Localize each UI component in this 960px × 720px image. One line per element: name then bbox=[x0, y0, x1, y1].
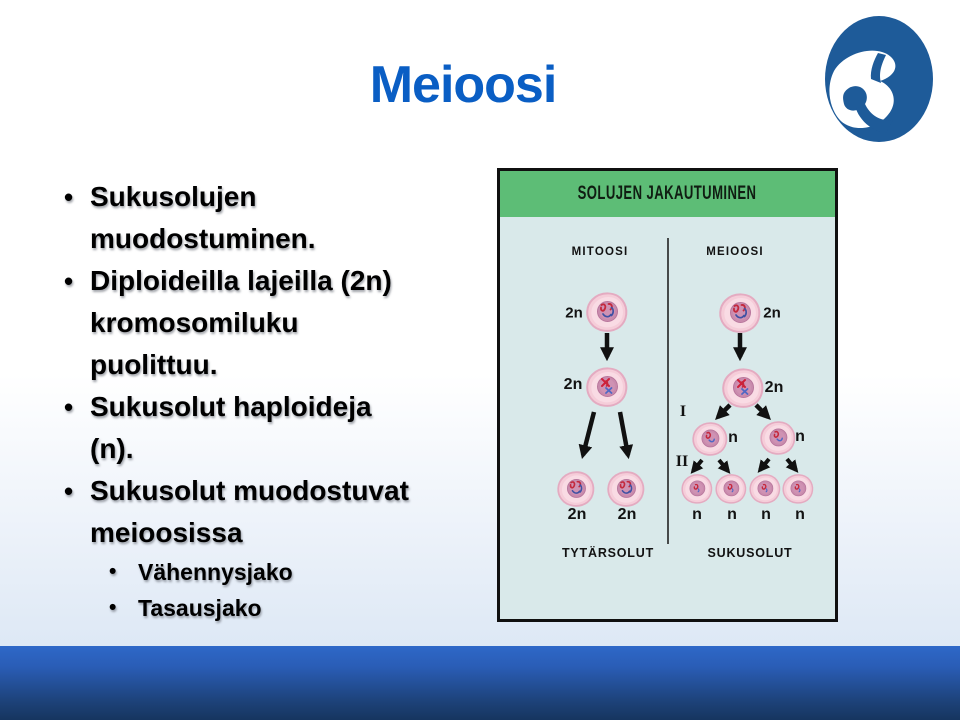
mitoosi-footer-label: TYTÄRSOLUT bbox=[561, 546, 655, 560]
bullet-item bbox=[107, 554, 456, 590]
division1-arrow-icon bbox=[756, 405, 768, 417]
meiosis-division1-label: I bbox=[679, 403, 687, 420]
gamete-label: n bbox=[795, 506, 805, 523]
bullet-text: puolittuu. bbox=[90, 349, 218, 380]
meioosi-haploid-cell-icon bbox=[693, 423, 726, 455]
meioosi-interphase-label: 2n bbox=[764, 379, 784, 396]
gamete-label: n bbox=[727, 506, 737, 523]
mitoosi-column-title: MITOOSI bbox=[571, 246, 629, 258]
bullet-text: • Vähennysjako bbox=[138, 559, 293, 585]
gamete-label: n bbox=[692, 506, 702, 523]
bullet-item bbox=[107, 590, 456, 626]
division2-arrow-icon bbox=[719, 460, 728, 471]
bullet-text: kromosomiluku bbox=[90, 307, 299, 338]
gamete-cell-icon bbox=[716, 475, 745, 503]
mitoosi-parent-label: 2n bbox=[565, 304, 583, 322]
cell-division-diagram bbox=[497, 168, 838, 622]
meioosi-footer-label: SUKUSOLUT bbox=[707, 546, 793, 560]
mitoosi-daughter-label: 2n bbox=[617, 506, 637, 523]
gamete-cell-icon bbox=[750, 475, 779, 503]
diverge-arrow-icon bbox=[620, 412, 628, 455]
meioosi-column-title: MEIOOSI bbox=[706, 246, 764, 258]
gamete-label: n bbox=[761, 506, 771, 523]
mitoosi-interphase-label: 2n bbox=[563, 376, 583, 393]
meioosi-interphase-cell-icon bbox=[723, 369, 762, 406]
bullet-text: • Sukusolut muodostuvat bbox=[90, 475, 409, 506]
bullet-text: (n). bbox=[90, 433, 134, 464]
bullet-item bbox=[64, 176, 456, 260]
bullet-text: • Sukusolujen bbox=[90, 181, 257, 212]
mitoosi-parent-cell-icon bbox=[587, 293, 626, 330]
bullet-text: • Tasausjako bbox=[138, 595, 262, 621]
bullet-text: meioosissa bbox=[90, 517, 243, 548]
meiosis-division2-label: II bbox=[675, 453, 689, 470]
meioosi-parent-cell-icon bbox=[720, 294, 759, 331]
gamete-cell-icon bbox=[783, 475, 812, 503]
division2-arrow-icon bbox=[693, 460, 702, 471]
haploid-label: n bbox=[728, 429, 738, 446]
division2-arrow-icon bbox=[760, 459, 769, 470]
bullet-text: muodostuminen. bbox=[90, 223, 316, 254]
meioosi-parent-label: 2n bbox=[763, 304, 781, 322]
bullet-item bbox=[64, 470, 456, 554]
division2-arrow-icon bbox=[787, 459, 796, 470]
diverge-arrow-icon bbox=[583, 412, 594, 455]
bullet-text: • Sukusolut haploideja bbox=[90, 391, 372, 422]
bullet-item bbox=[64, 260, 456, 386]
bullet-list bbox=[64, 176, 456, 626]
mitoosi-daughter-cell-icon bbox=[608, 472, 643, 506]
gamete-cell-icon bbox=[682, 475, 711, 503]
slide-title: Meioosi bbox=[369, 56, 557, 114]
division1-arrow-icon bbox=[718, 405, 730, 417]
mitoosi-interphase-cell-icon bbox=[587, 368, 626, 405]
bullet-item bbox=[64, 386, 456, 470]
bullet-text: • Diploideilla lajeilla (2n) bbox=[90, 265, 392, 296]
meioosi-haploid-cell-icon bbox=[761, 422, 794, 454]
diagram-header-text: SOLUJEN JAKAUTUMINEN bbox=[578, 183, 757, 204]
mitoosi-daughter-label: 2n bbox=[567, 506, 587, 523]
mitoosi-daughter-cell-icon bbox=[558, 472, 593, 506]
haploid-label: n bbox=[795, 428, 805, 445]
footer-bar bbox=[0, 646, 960, 720]
